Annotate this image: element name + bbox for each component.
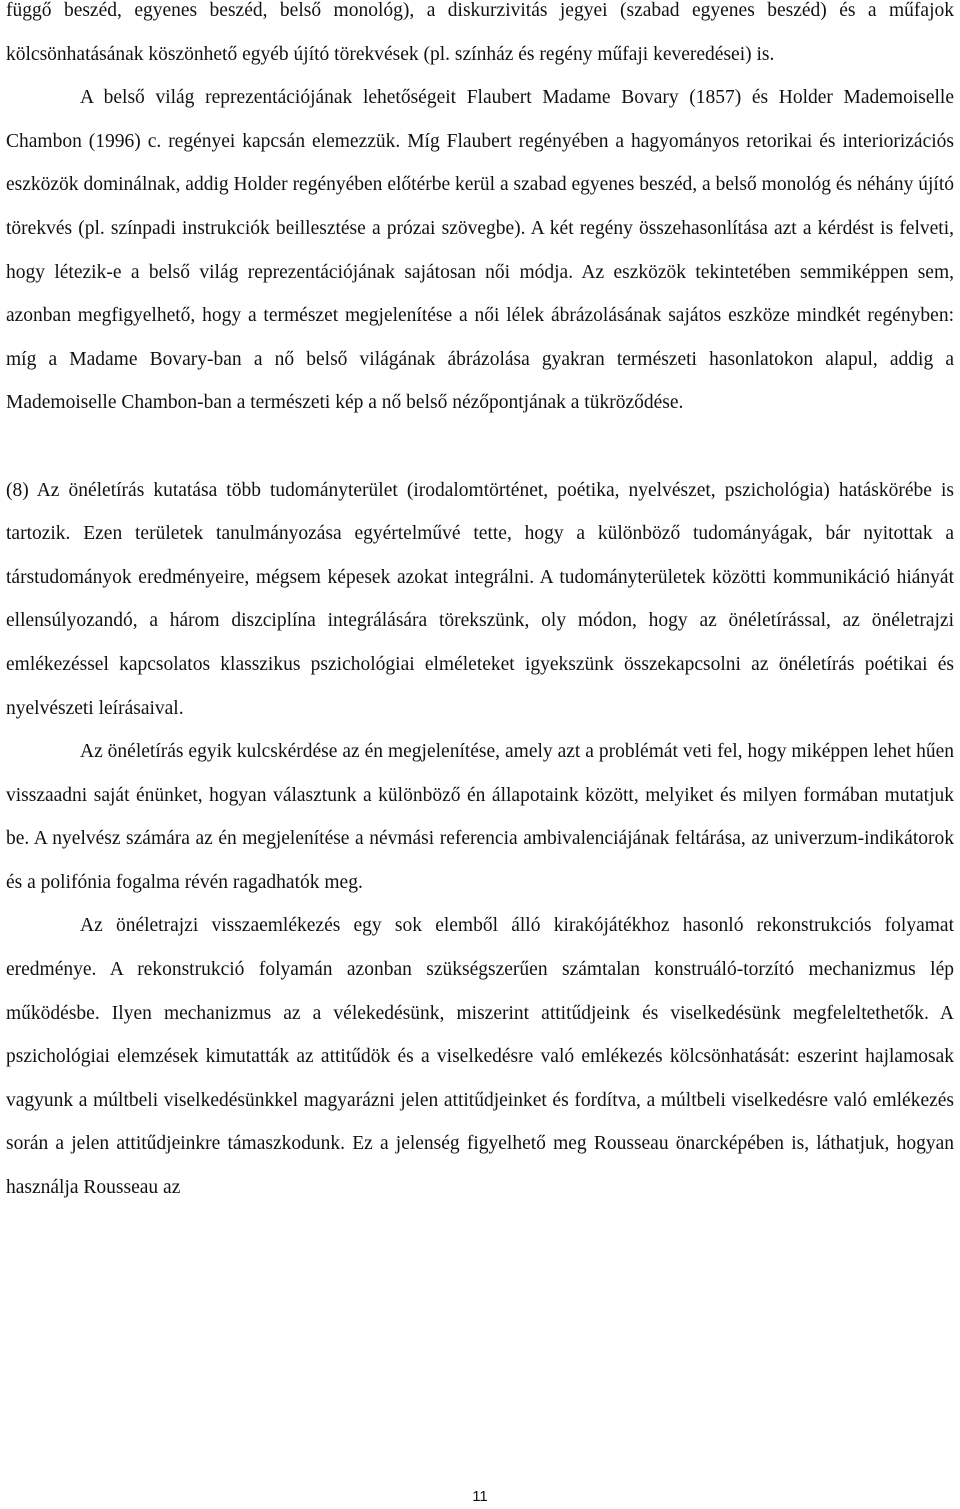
paragraph-key-question: Az önéletírás egyik kulcskérdése az én megjelenítése, amely azt a problémát veti fel, hogy miképpen lehet hűen visszaadni saját énünket, hogyan választunk a különböző én állapotaink között, melyiket és milyen formában mutatjuk be. A nyelvész számára az én megjelenítése a névmási referencia ambivalenciájának feltárása, az univerzum-indikátorok és a polifónia fogalma révén ragadhatók meg. — [6, 741, 954, 893]
paragraph-section-8: (8) Az önéletírás kutatása több tudományterület (irodalomtörténet, poétika, nyelvészet, pszichológia) hatáskörébe is tartozik. Ezen területek tanulmányozása egyértelművé tette, hogy a különböző tudományágak, bár nyitottak a társtudományok eredményeire, mégsem képesek azokat integrálni. A tudományterületek közötti kommunikáció hiányát ellensúlyozandó, a három diszciplína integrálására törekszünk, oly módon, hogy az önéletírással, az önéletrajzi emlékezéssel kapcsolatos klasszikus pszichológiai elméleteket igyekszünk összekapcsolni az önéletírás poétikai és nyelvészeti leírásaival. — [6, 479, 954, 719]
document-body — [6, 0, 954, 1210]
paragraph-flaubert-holder: A belső világ reprezentációjának lehetőségeit Flaubert Madame Bovary (1857) és Holder Mademoiselle Chambon (1996) c. regényei kapcsán elemezzük. Míg Flaubert regényében a hagyományos retorikai és interiorizációs eszközök dominálnak, addig Holder regényében előtérbe kerül a szabad egyenes beszéd, a belső monológ és néhány újító törekvés (pl. színpadi instrukciók beillesztése a prózai szövegbe). A két regény összehasonlítása azt a kérdést is felveti, hogy létezik-e a belső világ reprezentációjának sajátosan női módja. Az eszközök tekintetében semmiképpen sem, azonban megfigyelhető, hogy a természet megjelenítése a női lélek ábrázolásának sajátos eszköze mindkét regényben: míg a Madame Bovary-ban a nő belső világának ábrázolása gyakran természeti hasonlatokon alapul, addig a Mademoiselle Chambon-ban a természeti kép a nő belső nézőpontjának a tükröződése. — [6, 87, 954, 414]
page-number: 11 — [472, 1488, 488, 1505]
paragraph-reconstruction: Az önéletrajzi visszaemlékezés egy sok elemből álló kirakójátékhoz hasonló rekonstrukciós folyamat eredménye. A rekonstrukció folyamán azonban szükségszerűen számtalan konstruáló-torzító mechanizmus lép működésbe. Ilyen mechanizmus az a vélekedésünk, miszerint attitűdjeink és viselkedésünk megfeleltethetők. A pszichológiai elemzések kimutatták az attitűdök és a viselkedésre való emlékezés kölcsönhatását: eszerint hajlamosak vagyunk a múltbeli viselkedésünkkel magyarázni jelen attitűdjeinket és fordítva, a múltbeli viselkedésre való emlékezés során a jelen attitűdjeinkre támaszkodunk. Ez a jelenség figyelhető meg Rousseau önarcképében is, láthatjuk, hogyan használja Rousseau az — [6, 915, 954, 1199]
paragraph-continued: függő beszéd, egyenes beszéd, belső monológ), a diskurzivitás jegyei (szabad egyenes beszéd) és a műfajok kölcsönhatásának köszönhető egyéb újító törekvések (pl. színház és regény műfaji keveredései) is. — [6, 0, 954, 65]
